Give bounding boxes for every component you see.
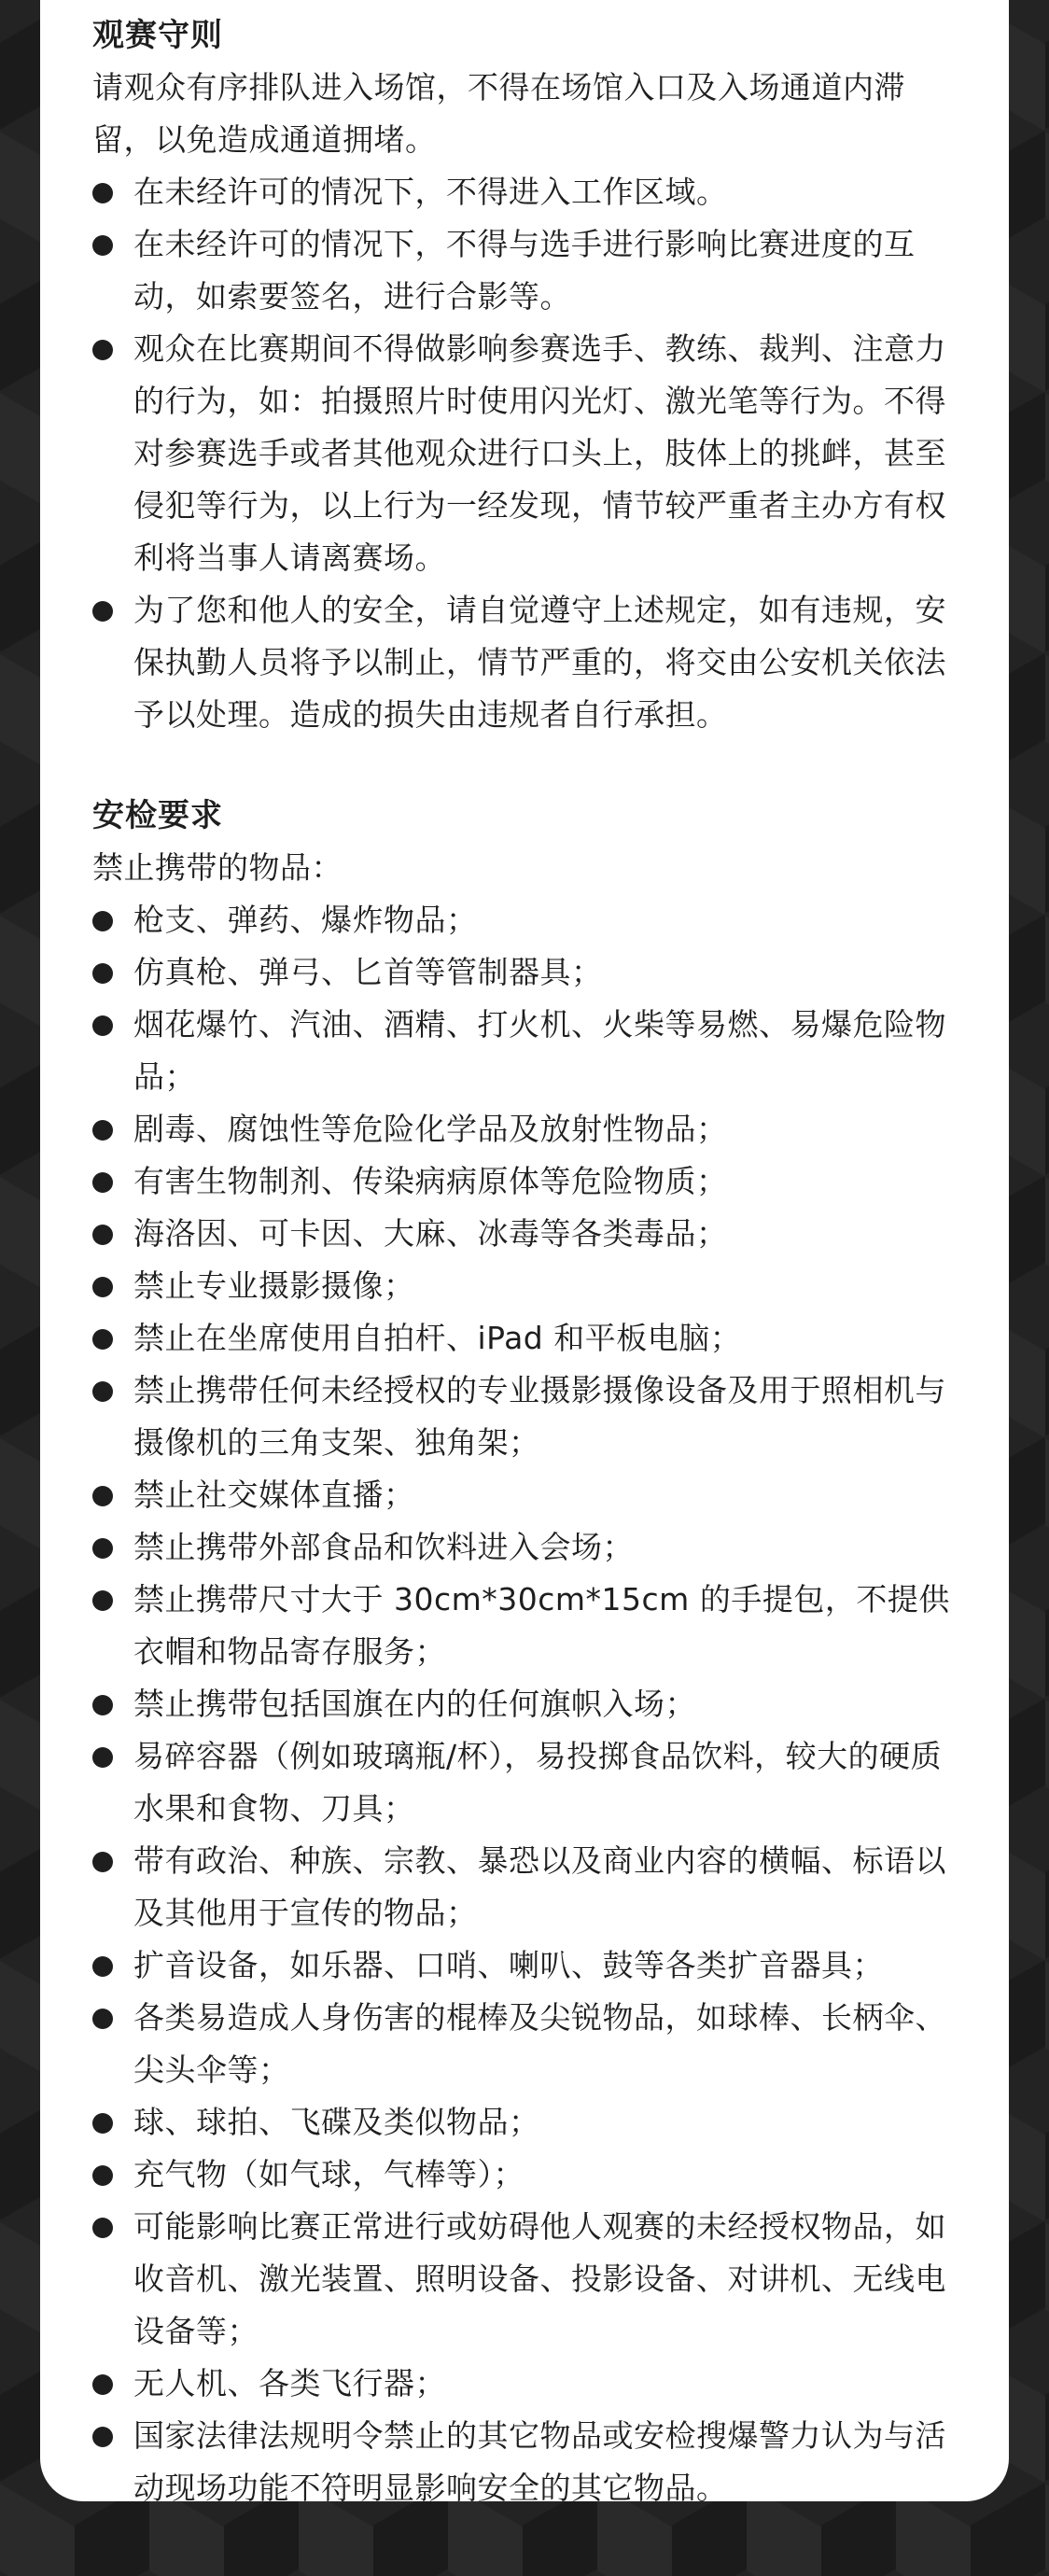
bullet-dot-icon bbox=[92, 2374, 113, 2395]
list-item: 扩音设备，如乐器、口哨、喇叭、鼓等各类扩音器具； bbox=[92, 1939, 957, 1992]
bullet-dot-icon bbox=[92, 1956, 113, 1977]
bullet-dot-icon bbox=[92, 183, 113, 203]
section-title: 观赛守则 bbox=[92, 17, 223, 54]
list-item: 禁止携带包括国旗在内的任何旗帜入场； bbox=[92, 1678, 957, 1730]
bullet-dot-icon bbox=[92, 911, 113, 931]
list-item: 观众在比赛期间不得做影响参赛选手、教练、裁判、注意力的行为，如：拍摄照片时使用闪光灯、激光笔等行为。不得对参赛选手或者其他观众进行口头上，肢体上的挑衅，甚至侵犯等行为，以上行为一经发现，情节较严重者主办方有权利将当事人请离赛场。 bbox=[92, 323, 957, 584]
security-check-section bbox=[92, 790, 957, 2514]
list-item: 可能影响比赛正常进行或妨碍他人观赛的未经授权物品，如收音机、激光装置、照明设备、投影设备、对讲机、无线电设备等； bbox=[92, 2201, 957, 2358]
list-item: 禁止专业摄影摄像； bbox=[92, 1260, 957, 1312]
list-item: 烟花爆竹、汽油、酒精、打火机、火柴等易燃、易爆危险物品； bbox=[92, 999, 957, 1103]
bullet-dot-icon bbox=[92, 1015, 113, 1036]
section-spacer bbox=[92, 741, 957, 790]
list-item: 有害生物制剂、传染病病原体等危险物质； bbox=[92, 1155, 957, 1208]
list-item: 禁止社交媒体直播； bbox=[92, 1469, 957, 1521]
list-item: 各类易造成人身伤害的棍棒及尖锐物品，如球棒、长柄伞、尖头伞等； bbox=[92, 1992, 957, 2096]
list-item: 海洛因、可卡因、大麻、冰毒等各类毒品； bbox=[92, 1208, 957, 1260]
list-item: 禁止携带外部食品和饮料进入会场； bbox=[92, 1521, 957, 1574]
section-intro: 请观众有序排队进入场馆，不得在场馆入口及入场通道内滞留，以免造成通道拥堵。 bbox=[92, 69, 905, 158]
bullet-dot-icon bbox=[92, 1277, 113, 1297]
viewing-rules-section bbox=[92, 9, 957, 741]
list-item: 国家法律法规明令禁止的其它物品或安检搜爆警力认为与活动现场功能不符明显影响安全的其它物品。 bbox=[92, 2410, 957, 2514]
bullet-dot-icon bbox=[92, 1852, 113, 1872]
bullet-dot-icon bbox=[92, 1172, 113, 1193]
bullet-dot-icon bbox=[92, 1695, 113, 1715]
rules-list bbox=[92, 166, 957, 741]
list-item: 仿真枪、弹弓、匕首等管制器具； bbox=[92, 946, 957, 999]
list-item: 带有政治、种族、宗教、暴恐以及商业内容的横幅、标语以及其他用于宣传的物品； bbox=[92, 1835, 957, 1939]
list-item: 禁止携带任何未经授权的专业摄影摄像设备及用于照相机与摄像机的三角支架、独角架； bbox=[92, 1365, 957, 1469]
bullet-dot-icon bbox=[92, 1590, 113, 1611]
bullet-dot-icon bbox=[92, 340, 113, 360]
list-item: 充气物（如气球，气棒等）； bbox=[92, 2149, 957, 2201]
bullet-dot-icon bbox=[92, 2427, 113, 2447]
bullet-dot-icon bbox=[92, 2218, 113, 2238]
list-item: 球、球拍、飞碟及类似物品； bbox=[92, 2096, 957, 2149]
list-item: 剧毒、腐蚀性等危险化学品及放射性物品； bbox=[92, 1103, 957, 1155]
bullet-dot-icon bbox=[92, 1747, 113, 1768]
bullet-dot-icon bbox=[92, 2113, 113, 2134]
bullet-dot-icon bbox=[92, 1381, 113, 1402]
list-item: 禁止在坐席使用自拍杆、iPad 和平板电脑； bbox=[92, 1312, 957, 1365]
bullet-dot-icon bbox=[92, 1329, 113, 1350]
list-item: 易碎容器（例如玻璃瓶/杯），易投掷食品饮料，较大的硬质水果和食物、刀具； bbox=[92, 1730, 957, 1835]
list-item: 无人机、各类飞行器； bbox=[92, 2358, 957, 2410]
bullet-dot-icon bbox=[92, 2009, 113, 2029]
bullet-dot-icon bbox=[92, 601, 113, 622]
prohibited-items-list bbox=[92, 894, 957, 2514]
bullet-dot-icon bbox=[92, 1120, 113, 1141]
list-item: 在未经许可的情况下，不得进入工作区域。 bbox=[92, 166, 957, 218]
list-item: 禁止携带尺寸大于 30cm*30cm*15cm 的手提包，不提供衣帽和物品寄存服务； bbox=[92, 1574, 957, 1678]
section-title: 安检要求 bbox=[92, 797, 223, 834]
bullet-dot-icon bbox=[92, 235, 113, 256]
section-intro: 禁止携带的物品： bbox=[92, 849, 343, 886]
bullet-dot-icon bbox=[92, 1225, 113, 1245]
list-item: 在未经许可的情况下，不得与选手进行影响比赛进度的互动，如索要签名，进行合影等。 bbox=[92, 218, 957, 323]
bullet-dot-icon bbox=[92, 2165, 113, 2186]
bullet-dot-icon bbox=[92, 963, 113, 984]
bullet-dot-icon bbox=[92, 1538, 113, 1559]
rules-card bbox=[40, 0, 1009, 2506]
bullet-dot-icon bbox=[92, 1486, 113, 1506]
list-item: 枪支、弹药、爆炸物品； bbox=[92, 894, 957, 946]
list-item: 为了您和他人的安全，请自觉遵守上述规定，如有违规，安保执勤人员将予以制止，情节严重的，将交由公安机关依法予以处理。造成的损失由违规者自行承担。 bbox=[92, 584, 957, 741]
